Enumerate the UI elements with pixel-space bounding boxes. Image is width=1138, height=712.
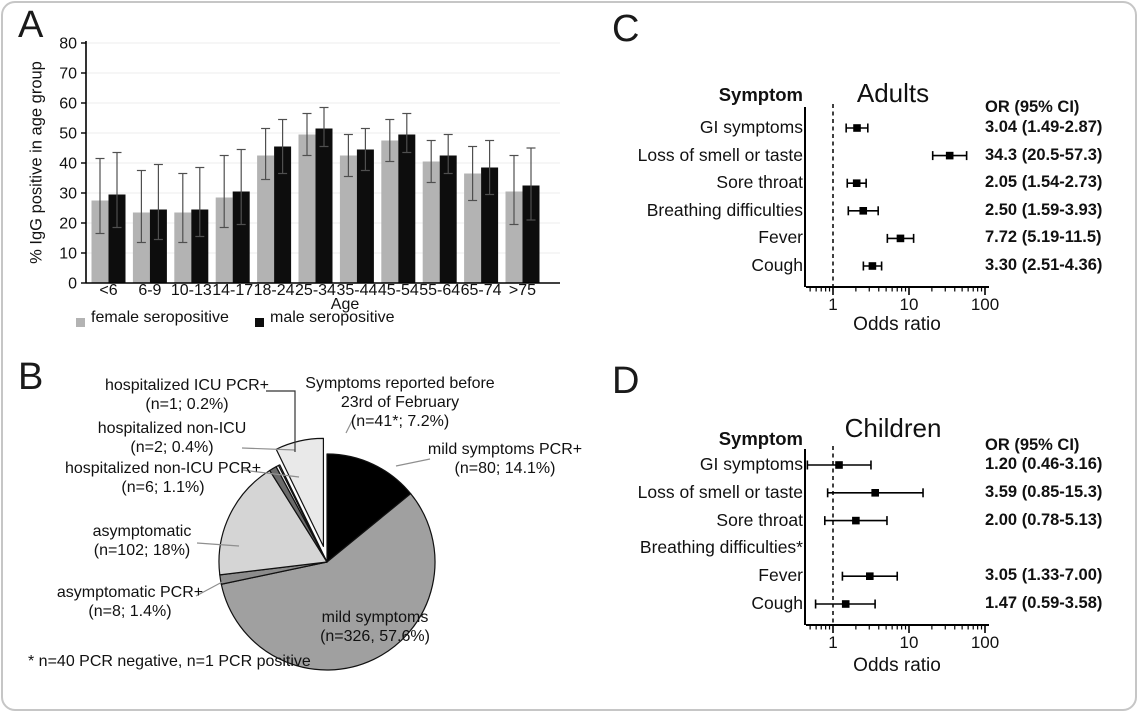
forest-adults-point-1	[946, 152, 954, 160]
forest-adults-row-or-5: 3.30 (2.51-4.36)	[985, 256, 1103, 274]
pie-slice-label-7	[275, 374, 525, 431]
panel-b-letter: B	[18, 356, 44, 398]
forest-children-point-2	[852, 517, 860, 525]
pie-slice-label-4	[38, 459, 288, 497]
pie-slice-label-2	[5, 583, 255, 621]
forest-children-x-tick-label: 100	[970, 633, 1000, 652]
legend-swatch-female	[76, 318, 85, 327]
pie-label-line: (n=1; 0.2%)	[145, 396, 229, 413]
pie-label-line: hospitalized ICU PCR+	[104, 377, 270, 394]
bar-chart-x-axis-label: Age	[330, 296, 360, 313]
bar-x-tick-label: 10-13	[170, 282, 212, 299]
forest-children-x-axis-label: Odds ratio	[853, 655, 941, 676]
pie-label-line: asymptomatic	[92, 523, 192, 540]
forest-adults-row-or-4: 7.72 (5.19-11.5)	[985, 228, 1102, 247]
forest-children-row-label-4: Fever	[758, 565, 803, 586]
bar-y-tick-label: 0	[68, 275, 77, 293]
forest-children-row-label-5: Cough	[751, 593, 803, 613]
pie-label-line: 23rd of February	[340, 394, 460, 411]
forest-adults-or-header: OR (95% CI)	[985, 98, 1080, 116]
forest-children-title: Children	[844, 413, 942, 443]
forest-adults-point-2	[853, 179, 861, 187]
legend-swatch-male	[255, 318, 264, 327]
pie-label-line: (n=41*; 7.2%)	[350, 413, 450, 430]
forest-adults-row-label-2: Sore throat	[716, 172, 803, 193]
bar-y-tick-label: 30	[59, 185, 77, 203]
forest-children-row-or-0: 1.20 (0.46-3.16)	[985, 455, 1103, 473]
forest-adults-row-label-3: Breathing difficulties	[646, 199, 803, 220]
forest-adults-x-tick-label: 100	[970, 295, 1000, 314]
forest-children-row-or-5: 1.47 (0.59-3.58)	[985, 594, 1103, 612]
forest-adults-row-or-0: 3.04 (1.49-2.87)	[985, 118, 1103, 136]
pie-label-line: mild symptoms PCR+	[427, 441, 583, 458]
pie-label-line: (n=2; 0.4%)	[130, 439, 214, 456]
bar-female-5	[299, 135, 316, 284]
pie-slice-label-5	[47, 419, 297, 457]
legend-label-male: male seropositive	[270, 309, 395, 326]
forest-adults-x-tick-label: 1	[828, 295, 838, 314]
bar-male-8	[440, 156, 457, 284]
forest-children-x-tick-label: 10	[899, 633, 919, 652]
bar-y-tick-label: 50	[59, 125, 77, 143]
pie-footnote: * n=40 PCR negative, n=1 PCR positive	[28, 653, 311, 670]
forest-children-row-or-2: 2.00 (0.78-5.13)	[985, 510, 1103, 529]
forest-children-symptom-header: Symptom	[718, 428, 803, 449]
bar-x-tick-label: 55-64	[419, 282, 461, 299]
pie-slice-label-3	[17, 522, 267, 560]
forest-adults-row-label-4: Fever	[758, 227, 803, 248]
bar-x-tick-label: <6	[99, 282, 118, 299]
bar-x-tick-label: >75	[508, 282, 537, 299]
pie-label-line: (n=8; 1.4%)	[88, 603, 172, 620]
forest-children-row-or-4: 3.05 (1.33-7.00)	[985, 566, 1103, 585]
forest-children-point-1	[871, 489, 879, 497]
forest-adults-row-or-1: 34.3 (20.5-57.3)	[985, 145, 1103, 164]
pie-label-line: hospitalized non-ICU PCR+	[64, 460, 262, 477]
bar-y-tick-label: 60	[59, 95, 77, 113]
bar-y-tick-label: 10	[59, 245, 77, 263]
forest-children-row-or-1: 3.59 (0.85-15.3)	[985, 482, 1103, 501]
bar-x-tick-label: 35-44	[336, 282, 378, 299]
forest-children-point-5	[842, 600, 850, 608]
bar-x-tick-label: 18-24	[253, 282, 295, 299]
pie-label-line: (n=326, 57.6%)	[320, 628, 430, 645]
forest-adults-point-5	[869, 262, 877, 270]
pie-label-line: asymptomatic PCR+	[56, 584, 204, 601]
bar-x-tick-label: 6-9	[138, 282, 162, 299]
bar-male-7	[398, 135, 415, 284]
forest-adults-point-3	[859, 207, 867, 215]
forest-adults-row-label-0: GI symptoms	[699, 117, 803, 137]
forest-children-point-0	[835, 461, 843, 469]
bar-x-tick-label: 45-54	[377, 282, 419, 299]
forest-children-x-tick-label: 1	[828, 633, 838, 652]
bar-y-tick-label: 80	[59, 35, 77, 53]
bar-x-tick-label: 25-34	[295, 282, 336, 299]
bar-x-tick-label: 65-74	[460, 282, 502, 299]
forest-children-row-label-1: Loss of smell or taste	[637, 481, 803, 502]
panel-c-letter: C	[612, 8, 640, 50]
pie-label-line: (n=80; 14.1%)	[454, 460, 556, 477]
bar-y-tick-label: 70	[59, 65, 77, 83]
forest-adults-x-axis-label: Odds ratio	[853, 314, 941, 335]
legend-label-female: female seropositive	[91, 309, 229, 326]
panel-d-letter: D	[612, 360, 640, 402]
forest-children-row-label-2: Sore throat	[716, 509, 803, 530]
bar-x-tick-label: 14-17	[212, 282, 254, 299]
forest-adults-symptom-header: Symptom	[718, 84, 803, 105]
forest-adults-x-tick-label: 10	[899, 295, 919, 314]
forest-children-row-label-0: GI symptoms	[699, 454, 803, 474]
forest-children-point-4	[866, 572, 874, 580]
pie-label-line: (n=6; 1.1%)	[121, 479, 205, 496]
pie-slice-label-1	[250, 608, 500, 646]
bar-y-tick-label: 40	[59, 155, 77, 173]
pie-label-line: Symptoms reported before	[305, 375, 495, 392]
pie-label-line: (n=102; 18%)	[93, 542, 191, 559]
pie-label-line: mild symptoms	[321, 609, 429, 626]
bar-y-tick-label: 20	[59, 215, 77, 233]
forest-adults-row-label-5: Cough	[751, 255, 803, 275]
bar-male-5	[316, 129, 333, 284]
forest-children-row-label-3: Breathing difficulties*	[639, 537, 803, 558]
forest-adults-title: Adults	[856, 78, 930, 108]
forest-adults-point-0	[853, 124, 861, 132]
forest-children-or-header: OR (95% CI)	[985, 436, 1080, 454]
forest-adults-row-label-1: Loss of smell or taste	[637, 144, 803, 165]
forest-adults-row-or-2: 2.05 (1.54-2.73)	[985, 173, 1103, 192]
pie-label-line: hospitalized non-ICU	[97, 420, 247, 437]
bar-chart-y-axis-label: % IgG positive in age group	[27, 61, 46, 264]
panel-a-letter: A	[18, 4, 44, 46]
forest-adults-point-4	[897, 235, 905, 243]
forest-adults-row-or-3: 2.50 (1.59-3.93)	[985, 200, 1103, 219]
